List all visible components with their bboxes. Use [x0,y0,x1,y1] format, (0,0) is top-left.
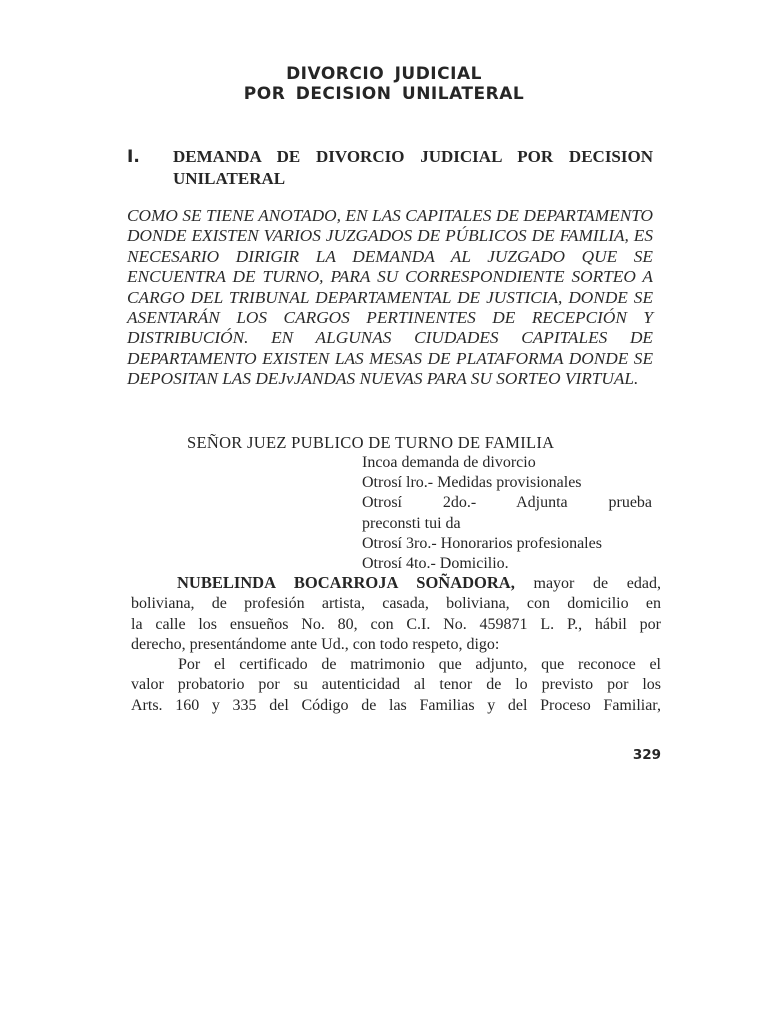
intro-paragraph: COMO SE TIENE ANOTADO, EN LAS CAPITALES DE DEPARTAMENTO DONDE EXISTEN VARIOS JUZGADOS DE PÚBLICOS DE FAMILIA, ES NECESARIO DIRIGIR LA DEMANDA AL JUZGADO QUE SE ENCUENTRA DE TURNO, PARA SU CORRESPONDIENTE SORTEO A CARGO DEL TRIBUNAL DEPARTAMENTAL DE JUSTICIA, DONDE SE ASENTARÁN LOS CARGOS PERTINENTES DE RECEPCIÓN Y DISTRIBUCIÓN. EN ALGUNAS CIUDADES CAPITALES DE DEPARTAMENTO EXISTEN LAS MESAS DE PLATAFORMA DONDE SE DEPOSITAN LAS DEJvJANDAS NUEVAS PARA SU SORTEO VIRTUAL. [127,206,653,389]
sumilla-word: prueba [608,494,653,512]
sumilla-line: Otrosí 4to.- Domicilio. [362,555,509,573]
document-title-line-1: DIVORCIO JUDICIAL [286,64,482,84]
sumilla-line: Otrosí lro.- Medidas provisionales [362,474,582,492]
sumilla-word: 2do.- [442,494,477,512]
sumilla-line [362,493,652,513]
sumilla-word: Adjunta [516,494,568,512]
sumilla-line: Incoa demanda de divorcio [362,454,536,471]
body-line: la calle los ensueños No. 80, con C.I. No. 459871 L. P., hábil por [131,615,661,633]
addressee-line: SEÑOR JUEZ PUBLICO DE TURNO DE FAMILIA [187,433,555,452]
body-line: derecho, presentándome ante Ud., con todo respeto, digo: [131,635,500,653]
sumilla-line: preconsti tui da [362,514,461,532]
body-line: boliviana, de profesión artista, casada, boliviana, con domicilio en [131,595,661,613]
sumilla-line: Otrosí 3ro.- Honorarios profesionales [362,534,602,552]
body-line [131,573,661,594]
body-line: Por el certificado de matrimonio que adjunto, que reconoce el [178,656,661,674]
sumilla-block [362,453,652,574]
body-line: Arts. 160 y 335 del Código de las Familias y del Proceso Familiar, [131,696,661,714]
document-title-line-2: POR DECISION UNILATERAL [243,84,525,104]
plaintiff-name: NUBELINDA BOCARROJA SOÑADORA, [177,573,515,592]
body-paragraph [131,573,661,716]
section-number: I. [127,147,140,167]
page-number: 329 [632,747,661,763]
sumilla-word: Otrosí [362,494,402,512]
body-text-fragment: mayor de edad, [533,575,662,592]
section-title: DEMANDA DE DIVORCIO JUDICIAL POR DECISION UNILATERAL [173,147,653,188]
body-line: valor probatorio por su autenticidad al tenor de lo previsto por los [131,676,661,694]
